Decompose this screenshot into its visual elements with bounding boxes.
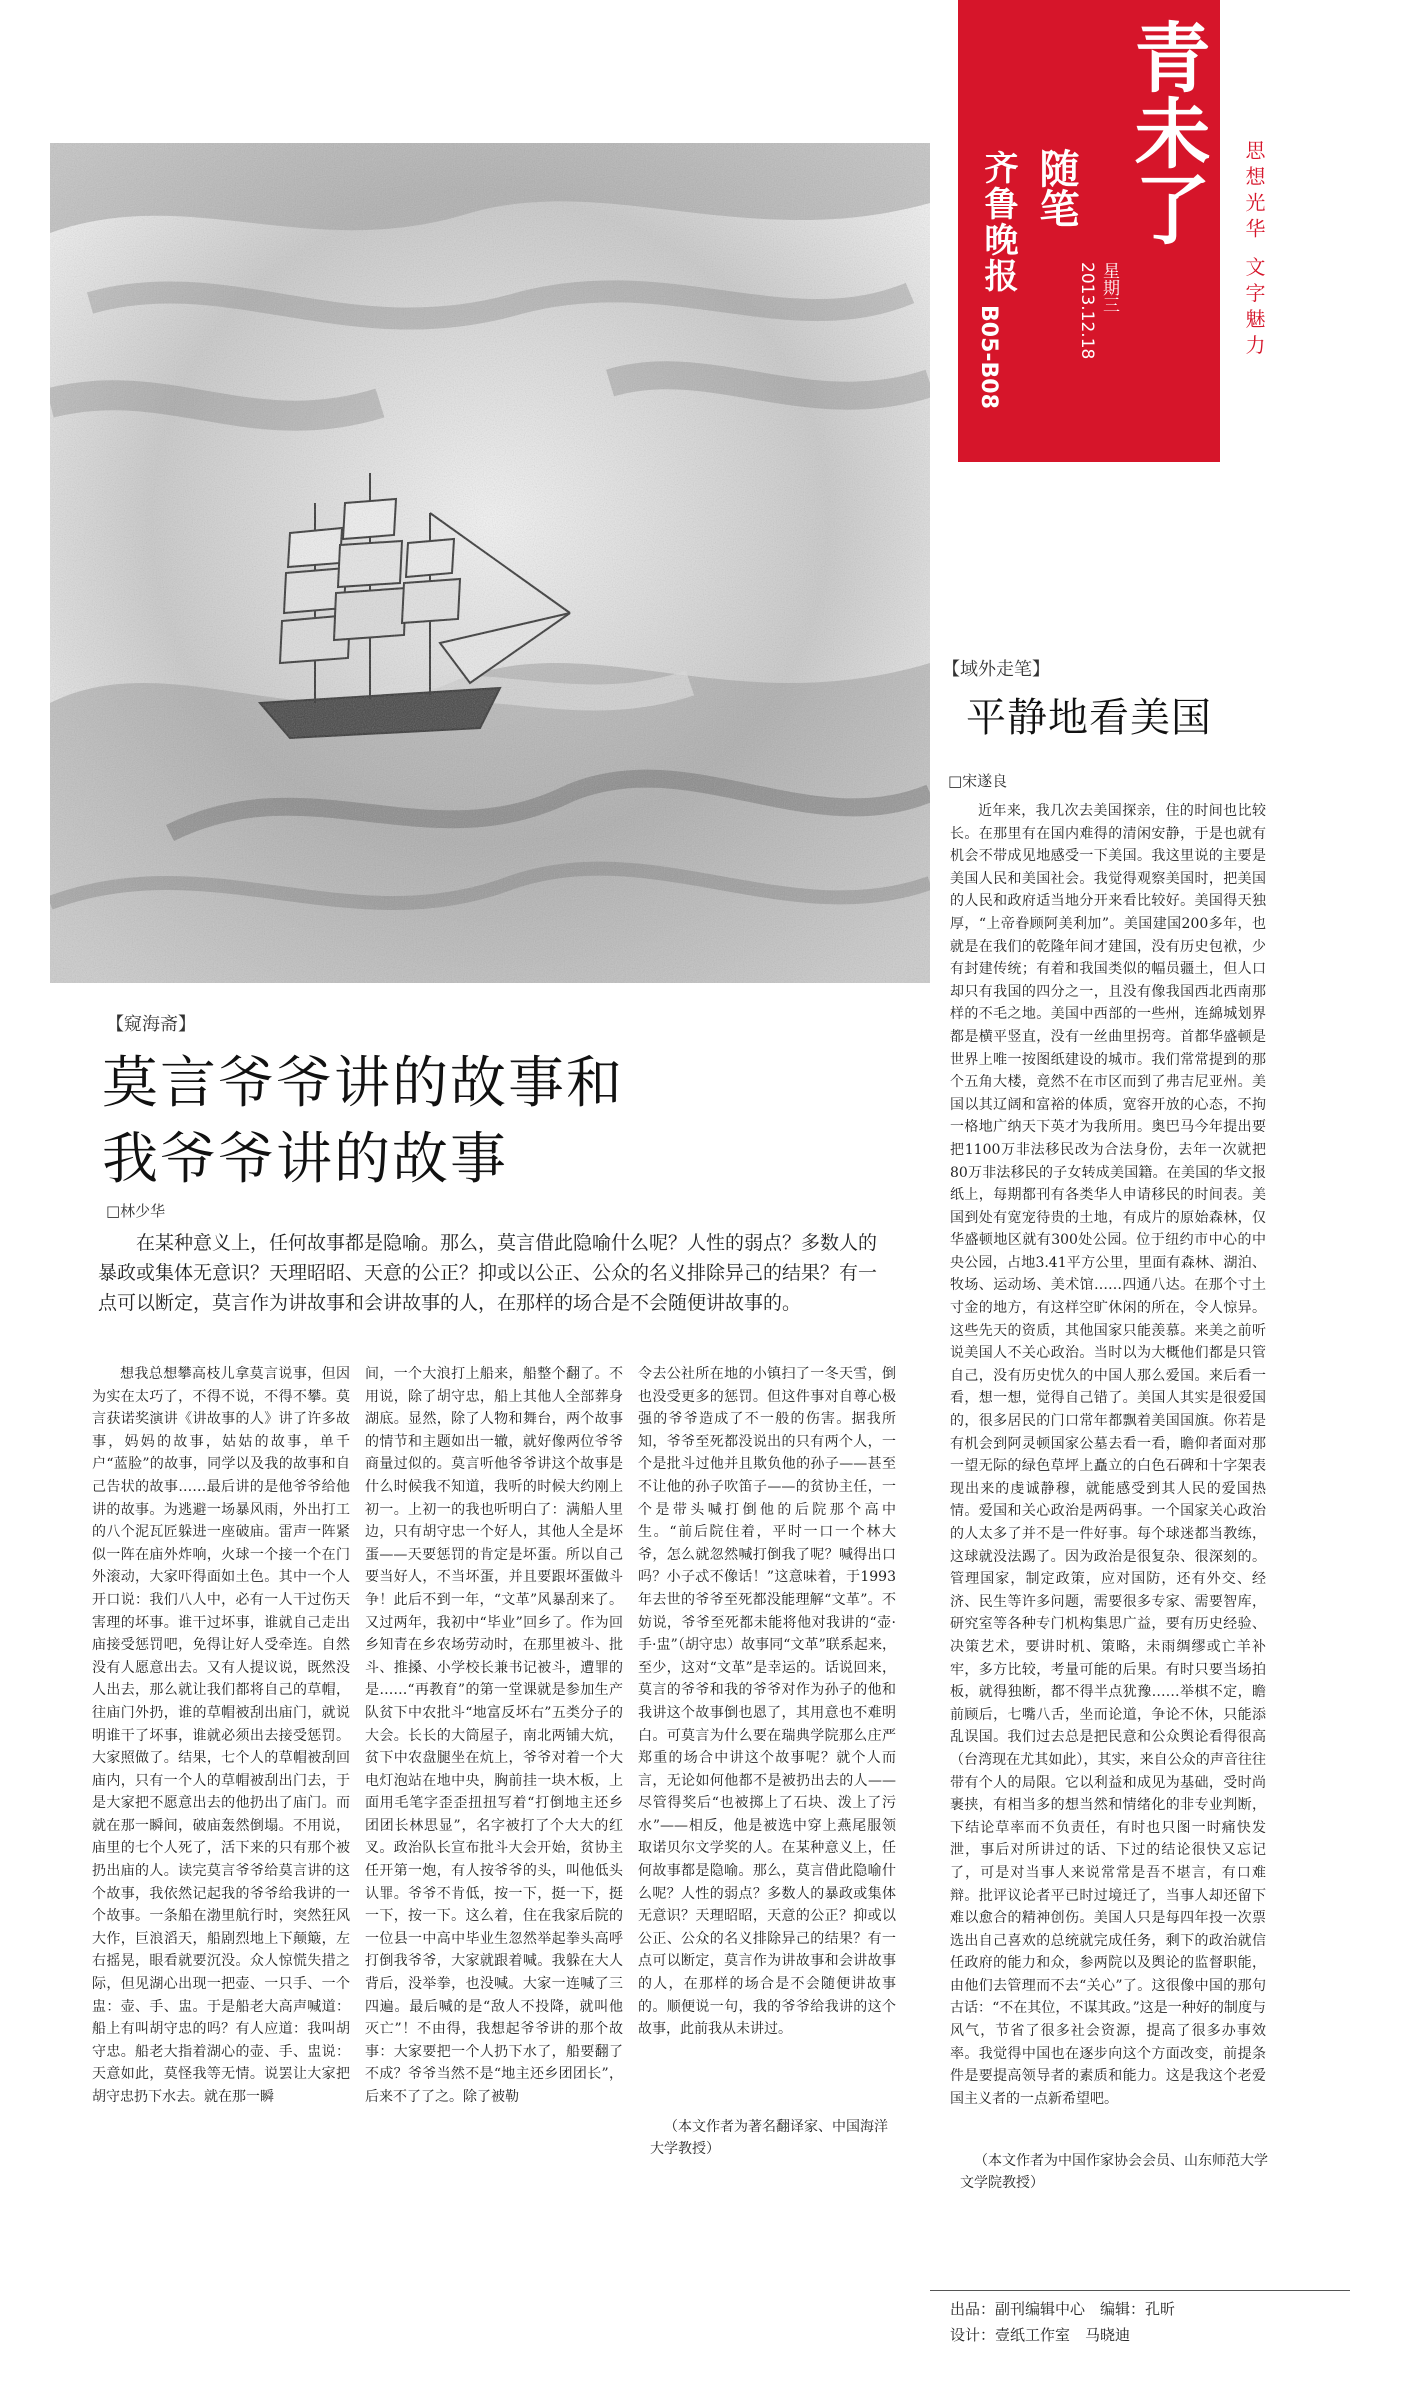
article1-column-1: 想我总想攀高枝儿拿莫言说事，但因为实在太巧了，不得不说，不得不攀。莫言获诺奖演讲《讲故事的人》讲了许多故事，妈妈的故事，姑姑的故事，单千户“蓝脸”的故事，同学以及我的故事和自己告状的故事……最后讲的是他爷爷给他讲的故事。为逃避一场暴风雨，外出打工的八个泥瓦匠躲进一座破庙。雷声一阵紧似一阵在庙外炸响，火球一个接一个在门外滚动，大家吓得面如土色。其中一个人开口说：我们八人中，必有一人干过伤天害理的坏事。谁干过坏事，谁就自己走出庙接受惩罚吧，免得让好人受牵连。自然没有人愿意出去。又有人提议说，既然没人出去，那么就让我们都将自己的草帽，往庙门外扔，谁的草帽被刮出庙门，就说明谁干了坏事，谁就必须出去接受惩罚。大家照做了。结果，七个人的草帽被刮回庙内，只有一个人的草帽被刮出门去，于是大家把不愿意出去的他扔出了庙门。而就在那一瞬间，破庙轰然倒塌。不用说，庙里的七个人死了，活下来的只有那个被扔出庙的人。读完莫言爷爷给莫言讲的这个故事，我依然记起我的爷爷给我讲的一个故事。一条船在渤里航行时，突然狂风大作，巨浪滔天，船剧烈地上下颠簸，左右摇晃，眼看就要沉没。众人惊慌失措之际，但见湖心出现一把壶、一只手、一个盅：壶、手、盅。于是船老大高声喊道：船上有叫胡守忠的吗？有人应道：我叫胡守忠。船老大指着湖心的壶、手、盅说：天意如此，莫怪我等无情。说罢让大家把胡守忠扔下水去。就在那一瞬 [92, 1366, 350, 2105]
article1-lead: 在某种意义上，任何故事都是隐喻。那么，莫言借此隐喻什么呢？人性的弱点？多数人的暴政或集体无意识？天理昭昭、天意的公正？抑或以公正、公众的名义排除异己的结果？有一点可以断定，莫言作为讲故事和会讲故事的人，在那样的场合是不会随便讲故事的。 [98, 1232, 878, 1314]
masthead [958, 0, 1220, 462]
article2-title: 平静地看美国 [966, 695, 1212, 741]
article1-column-2: 间，一个大浪打上船来，船整个翻了。不用说，除了胡守忠，船上其他人全部葬身湖底。显然，除了人物和舞台，两个故事的情节和主题如出一辙，就好像两位爷爷商量过似的。莫言听他爷爷讲这个故事是什么时候我不知道，我听的时候大约刚上初一。上初一的我也听明白了：满船人里边，只有胡守忠一个好人，其他人全是坏蛋——天要惩罚的肯定是坏蛋。所以自己要当好人，不当坏蛋，并且要跟坏蛋做斗争！此后不到一年，“文革”风暴刮来了。又过两年，我初中“毕业”回乡了。作为回乡知青在乡农场劳动时，在那里被斗、批斗、推搡、小学校长兼书记被斗，遭罪的是……“再教育”的第一堂课就是参加生产队贫下中农批斗“地富反坏右”五类分子的大会。长长的大筒屋子，南北两铺大炕，贫下中农盘腿坐在炕上，爷爷对着一个大电灯泡站在地中央，胸前挂一块木板，上面用毛笔字歪歪扭扭写着“打倒地主还乡团团长林思显”，名字被打了个大大的红叉。政治队长宣布批斗大会开始，贫协主任开第一炮，有人按爷爷的头，叫他低头认罪。爷爷不肯低，按一下，挺一下，挺一下，按一下。这么着，住在我家后院的一位县一中高中毕业生忽然举起拳头高呼打倒我爷爷，大家就跟着喊。我躲在大人背后，没举拳，也没喊。大家一连喊了三四遍。最后喊的是“敌人不投降，就叫他灭亡”！不由得，我想起爷爷讲的那个故事：大家要把一个人扔下水了，船要翻了不成？爷爷当然不是“地主还乡团团长”，后来不了了之。除了被勒 [365, 1366, 623, 2105]
weekday: 星期三 [1099, 262, 1119, 313]
credits-line2: 设计：壹纸工作室 马晓迪 [950, 2326, 1131, 2344]
column-name: 随笔 [1033, 148, 1079, 228]
footer-divider [930, 2290, 1350, 2291]
issue-date [1076, 262, 1120, 359]
article2-author-note: （本文作者为中国作家协会会员、山东师范大学文学院教授） [960, 2153, 1268, 2191]
article1-title-line2: 我爷爷讲的故事 [102, 1127, 508, 1192]
article1-byline: □林少华 [106, 1202, 166, 1220]
article2-column-tag: 【域外走笔】 [942, 659, 1050, 680]
section-title: 青未了 [1122, 18, 1211, 246]
article1-column-tag: 【窥海斋】 [106, 1014, 196, 1035]
date: 2013.12.18 [1077, 262, 1097, 360]
article2-body: 近年来，我几次去美国探亲，住的时间也比较长。在那里有在国内难得的清闲安静，于是也就有机会不带成见地感受一下美国。我这里说的主要是美国人民和美国社会。我觉得观察美国时，把美国的人民和政府适当地分开来看比较好。美国得天独厚，“上帝眷顾阿美利加”。美国建国200多年，也就是在我们的乾隆年间才建国，没有历史包袱，少有封建传统；有着和我国类似的幅员疆土，但人口却只有我国的四分之一，且没有像我国西北西南那样的不毛之地。美国中西部的一些州，连綿城划界都是横平竖直，没有一丝曲里拐弯。首都华盛顿是世界上唯一按图纸建设的城市。我们常常提到的那个五角大楼，竟然不在市区而到了弗吉尼亚州。美国以其辽阔和富裕的体质，宽容开放的心态，不拘一格地广纳天下英才为我所用。奥巴马今年提出要把1100万非法移民改为合法身份，去年一次就把80万非法移民的子女转成美国籍。在美国的华文报纸上，每期都刊有各类华人申请移民的时间表。美国到处有宽宠待贵的土地，有成片的原始森林，仅华盛顿地区就有300处公园。位于纽约市中心的中央公园，占地3.41平方公里，里面有森林、湖泊、牧场、运动场、美术馆……四通八达。在那个寸土寸金的地方，有这样空旷休闲的所在，令人惊异。这些先天的资质，其他国家只能羡慕。来美之前听说美国人不关心政治。当时以为大概他们都是只管自己，没有历史忧久的中国人那么爱国。来后看一看，想一想，觉得自己错了。美国人其实是很爱国的，很多居民的门口常年都飘着美国国旗。你若是有机会到阿灵顿国家公墓去看一看，瞻仰者面对那一望无际的绿色草坪上矗立的白色石碑和十字架表现出来的虔诚静穆，就能感受到其人民的爱国热情。爱国和关心政治是两码事。一个国家关心政治的人太多了并不是一件好事。每个球迷都当教练，这球就没法踢了。因为政治是很复杂、很深刻的。管理国家，制定政策，应对国防，还有外交、经济、民生等许多问题，需要很多专家、需要智库，研究室等各种专门机构集思广益，要有历史经验、决策艺术，要讲时机、策略，未雨绸缪或亡羊补牢，多方比较，考量可能的后果。有时只要当场拍板，就得独断，都不得半点犹豫……举棋不定，瞻前顾后，七嘴八舌，坐而论道，争论不休，只能添乱误国。我们过去总是把民意和公众舆论看得很高（台湾现在尤其如此），其实，来自公众的声音往往带有个人的局限。它以利益和成见为基础，受时尚裹挟，有相当多的想当然和情绪化的非专业判断，下结论草率而不负责任，有时也只图一时痛快发泄，事后对所讲过的话、下过的结论很快又忘记了，可是对当事人来说常常是吾不堪言，有口难辩。批评议论者平已时过境迁了，当事人却还留下难以愈合的精神创伤。美国人只是每四年投一次票选出自己喜欢的总统就完成任务，剩下的政治就信任政府的能力和众，参两院以及舆论的监督职能，由他们去管理而不去“关心”了。这很像中国的那句古话：“不在其位，不谋其政。”这是一种好的制度与风气，节省了很多社会资源，提高了很多办事效率。我觉得中国也在逐步向这个方面改变，前提条件是要提高领导者的素质和能力。这是我这个老爱国主义者的一点新希望吧。 [950, 803, 1266, 2107]
article2-byline: □宋遂良 [948, 772, 1008, 790]
article1-title-line1: 莫言爷爷讲的故事和 [102, 1051, 624, 1116]
slogan: 思想光华 文字魅力 [1242, 140, 1266, 361]
credits [950, 2296, 1175, 2348]
page-range: B05-B08 [976, 305, 1001, 409]
paper-logo: 齐鲁晚报 [978, 150, 1018, 294]
article1-column-3: 令去公社所在地的小镇扫了一冬天雪，倒也没受更多的惩罚。但这件事对自尊心极强的爷爷造成了不一般的伤害。据我所知，爷爷至死都没说出的只有两个人，一个是批斗过他并且欺负他的孙子——甚至不让他的孙子吹笛子——的贫协主任，一个是带头喊打倒他的后院那个高中生。“前后院住着，平时一口一个林大爷，怎么就忽然喊打倒我了呢？喊得出口吗？小子忒不像话！”这意味着，于1993年去世的爷爷至死都没能理解“文革”。不妨说，爷爷至死都未能将他对我讲的“壶·手·盅”（胡守忠）故事同“文革”联系起来，至少，这对“文革”是幸运的。话说回来，莫言的爷爷和我的爷爷对作为孙子的他和我讲这个故事倒也恩了，其用意也不难明白。可莫言为什么要在瑞典学院那么庄严郑重的场合中讲这个故事呢？就个人而言，无论如何他都不是被扔出去的人——尽管得奖后“也被掷上了石块、泼上了污水”——相反，他是被选中穿上燕尾服领取诺贝尔文学奖的人。在某种意义上，任何故事都是隐喻。那么，莫言借此隐喻什么呢？人性的弱点？多数人的暴政或集体无意识？天理昭昭，天意的公正？抑或以公正、公众的名义排除异己的结果？有一点可以断定，莫言作为讲故事和会讲故事的人，在那样的场合是不会随便讲故事的。顺便说一句，我的爷爷给我讲的这个故事，此前我从未讲过。 [638, 1366, 896, 2038]
article1-author-note: （本文作者为著名翻译家、中国海洋大学教授） [650, 2119, 888, 2157]
credits-line1: 出品：副刊编辑中心 编辑：孔昕 [950, 2300, 1176, 2318]
ship-illustration [50, 143, 930, 983]
article1-title [102, 1046, 862, 1198]
